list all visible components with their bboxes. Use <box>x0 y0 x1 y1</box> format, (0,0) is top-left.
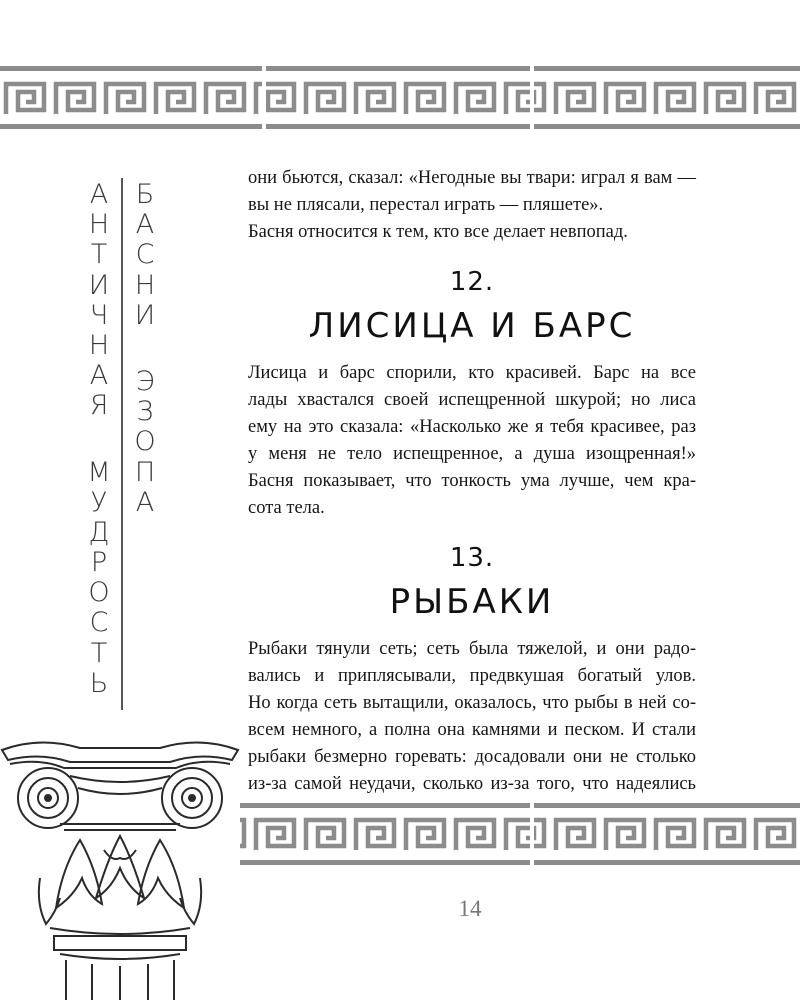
series-title-letter: Я <box>89 390 109 422</box>
text-line: сота тела. <box>248 498 325 518</box>
fable-12-text <box>248 360 696 522</box>
text-line: ему на это сказала: «Насколько же я тебя красивее, раз <box>248 417 696 437</box>
page-body <box>248 165 696 798</box>
book-title-letter: П <box>134 456 156 488</box>
fable-12-title: ЛИСИЦА И БАРС <box>308 306 636 346</box>
text-line: Но когда сеть вытащили, оказалось, что рыбы в ней со- <box>248 693 696 713</box>
series-title-letter: А <box>89 360 109 392</box>
bottom-meander-border <box>240 800 800 870</box>
book-title-vertical <box>130 180 160 518</box>
book-title-letter: И <box>134 299 156 331</box>
fable-13-title: РЫБАКИ <box>389 582 555 622</box>
text-line: Басня показывает, что тонкость ума лучше, чем кра- <box>248 471 696 491</box>
text-line: Рыбаки тянули сеть; сеть была тяжелой, и они радо- <box>248 639 696 659</box>
series-title-letter: Н <box>88 209 110 241</box>
book-title-letter: Э <box>135 365 155 397</box>
ionic-column-illustration <box>0 728 240 1000</box>
book-title-letter: Н <box>134 269 156 301</box>
text-line: Басня относится к тем, кто все делает невпопад. <box>248 222 628 242</box>
book-title-letter: Б <box>135 179 155 210</box>
fable-13-text <box>248 636 696 798</box>
book-title-letter: З <box>136 396 154 428</box>
text-line: они бьются, сказал: «Негодные вы твари: играл я вам — <box>248 168 696 188</box>
top-meander-border <box>0 62 800 134</box>
book-title-letter: А <box>135 486 155 518</box>
side-divider-line <box>121 178 123 710</box>
series-title-letter: С <box>89 607 109 639</box>
series-title-letter: М <box>87 456 111 488</box>
series-title-letter: Р <box>90 547 108 579</box>
series-title-letter: А <box>89 179 109 210</box>
series-title-letter: Т <box>90 637 108 669</box>
text-line: вались и приплясывали, предвкушая богатый улов. <box>248 666 696 686</box>
intro-paragraph <box>248 165 696 246</box>
text-line: Лисица и барс спорили, кто красивей. Барс на все <box>248 363 696 383</box>
series-title-letter: И <box>88 269 110 301</box>
series-title-letter: О <box>88 577 110 609</box>
series-title-vertical <box>84 180 114 699</box>
text-line: вы не плясали, перестал играть — пляшете». <box>248 195 604 215</box>
series-title-letter: Н <box>88 329 110 361</box>
page-number: 14 <box>458 896 482 921</box>
fable-12-number: 12. <box>449 267 495 297</box>
book-title-letter: А <box>135 209 155 241</box>
series-title-letter: Д <box>88 516 110 548</box>
text-line: рыбаки безмерно горевать: досадовали они не столько <box>248 747 696 767</box>
series-title-letter: Ч <box>89 299 109 331</box>
text-line: из-за самой неудачи, сколько из-за того, что надеялись <box>248 774 696 794</box>
book-title-letter: С <box>135 239 155 271</box>
series-title-letter: Ь <box>89 667 109 699</box>
series-title-letter: У <box>90 486 108 518</box>
text-line: всем немного, а полна она камнями и песком. И стали <box>248 720 696 740</box>
text-line: у меня не тело испещренное, а душа изощренная!» <box>248 444 696 464</box>
book-title-letter: О <box>134 426 156 458</box>
series-title-letter: Т <box>90 239 108 271</box>
text-line: лады хвастался своей испещренной шкурой; но лиса <box>248 390 696 410</box>
fable-13-number: 13. <box>449 543 495 573</box>
